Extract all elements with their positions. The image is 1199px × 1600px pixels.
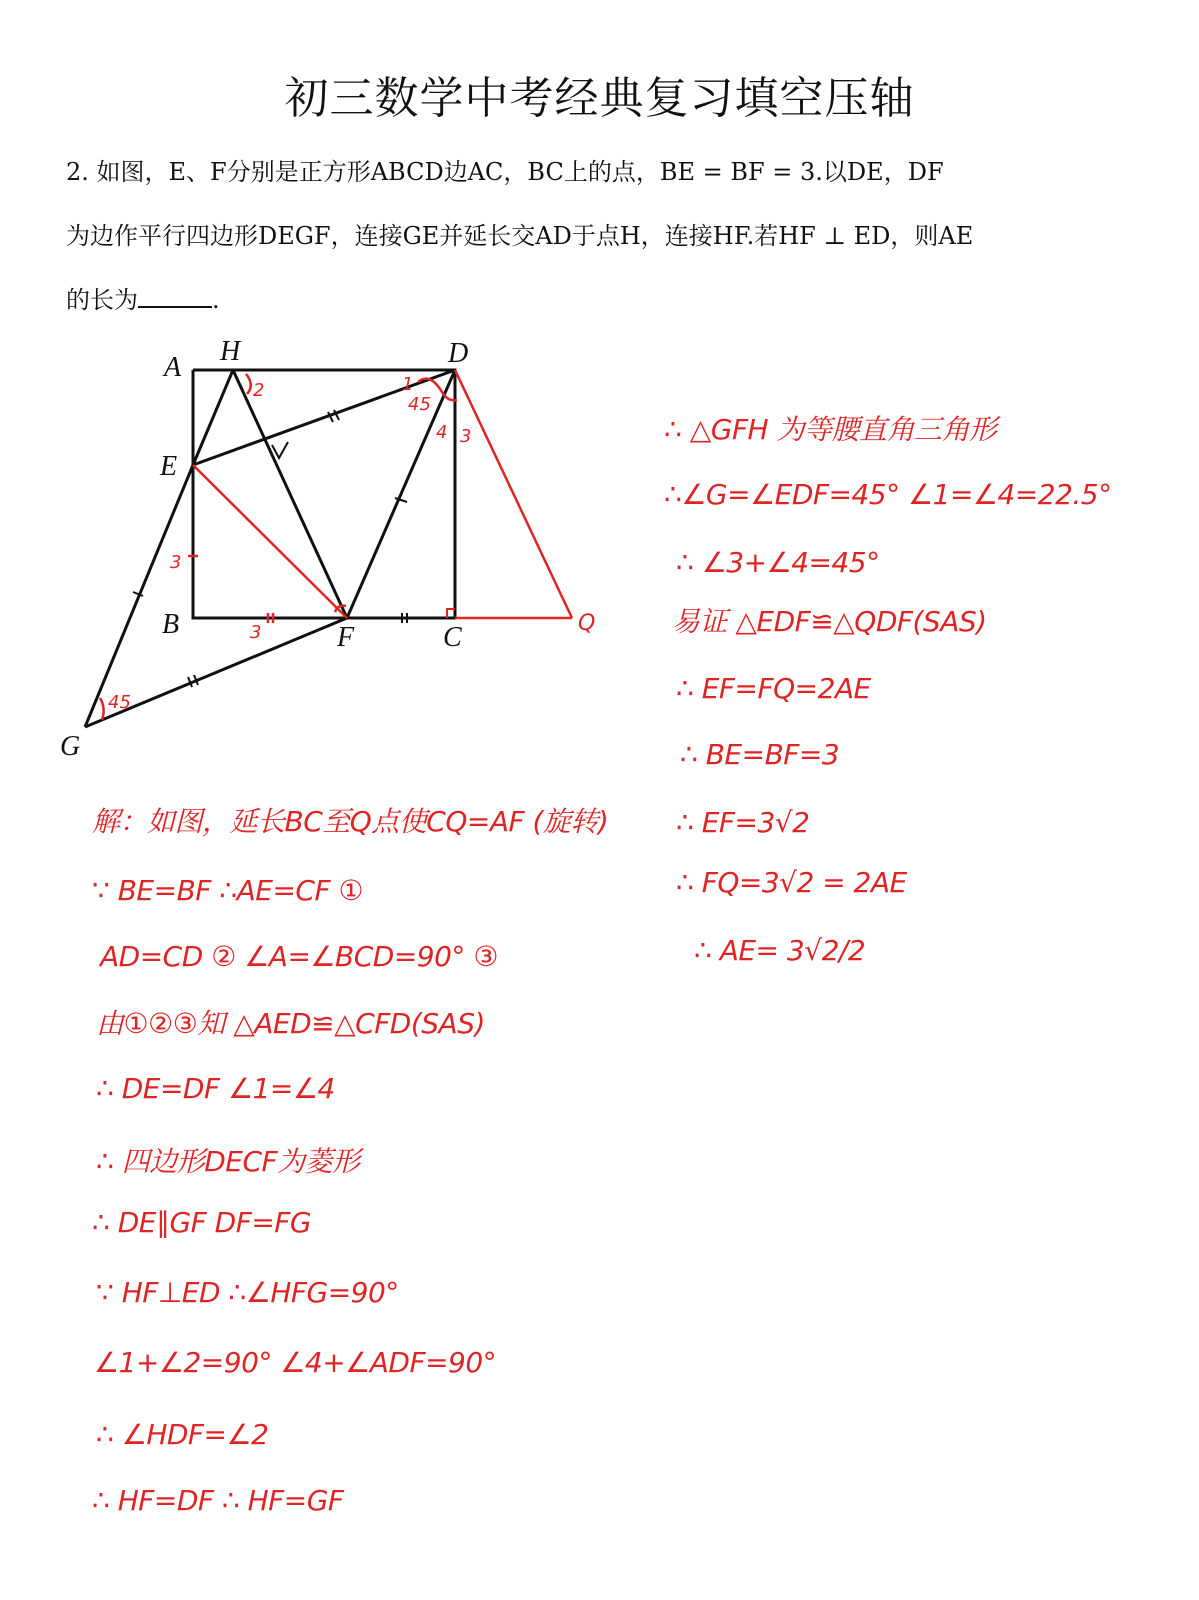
mark-angle-2: 2	[253, 380, 265, 401]
solution-right-line-3: ∴ ∠3+∠4=45°	[676, 546, 880, 579]
mark-angle-g: 45	[108, 692, 131, 713]
solution-right-line-4: 易证 △EDF≌△QDF(SAS)	[672, 605, 987, 638]
solution-left-line-2: ∵ BE=BF ∴AE=CF ①	[92, 874, 364, 907]
point-label-e: E	[160, 451, 178, 482]
solution-left-line-7: ∴ DE∥GF DF=FG	[92, 1206, 312, 1239]
solution-right-line-2: ∴∠G=∠EDF=45° ∠1=∠4=22.5°	[664, 478, 1112, 511]
mark-angle-45: 45	[408, 394, 431, 415]
point-label-a: A	[164, 352, 182, 383]
segment-df	[347, 370, 455, 618]
problem-line-3	[66, 268, 1146, 332]
segment-hf	[233, 370, 347, 618]
answer-blank	[138, 284, 212, 308]
solution-left-line-8: ∵ HF⊥ED ∴∠HFG=90°	[96, 1276, 399, 1309]
point-label-b: B	[162, 609, 180, 640]
segment-dq	[455, 370, 572, 618]
segment-he	[193, 370, 233, 465]
geometry-diagram	[50, 330, 610, 770]
segment-ef	[193, 465, 347, 618]
solution-right-line-1: ∴ △GFH 为等腰直角三角形	[664, 413, 997, 446]
solution-right-line-5: ∴ EF=FQ=2AE	[676, 672, 871, 705]
mark-seg-bf: 3	[250, 622, 262, 643]
point-label-q: Q	[578, 611, 596, 636]
solution-left-line-4: 由①②③知 △AED≌△CFD(SAS)	[96, 1007, 485, 1040]
solution-right-line-8: ∴ FQ=3√2 = 2AE	[676, 866, 907, 899]
point-label-d: D	[448, 338, 469, 369]
solution-right-line-7: ∴ EF=3√2	[676, 806, 810, 839]
page-title: 初三数学中考经典复习填空压轴	[284, 73, 915, 124]
solution-left-line-11: ∴ HF=DF ∴ HF=GF	[92, 1484, 344, 1517]
solution-left-line-1: 解：如图，延长BC至Q点使CQ=AF (旋转)	[92, 805, 609, 838]
point-label-h: H	[220, 336, 241, 367]
mark-angle-1: 1	[402, 374, 414, 395]
problem-line-3-suffix: .	[212, 286, 220, 314]
right-angle-mark-hf-ed	[272, 442, 288, 458]
segment-ed	[193, 370, 455, 465]
black-lines	[85, 370, 455, 727]
solution-left-line-6: ∴ 四边形DECF为菱形	[96, 1145, 360, 1178]
point-label-g: G	[60, 731, 81, 762]
problem-line-1: 2. 如图，E、F分别是正方形ABCD边AC，BC上的点，BE = BF = 3.以DE，DF	[66, 158, 944, 186]
solution-left-line-10: ∴ ∠HDF=∠2	[96, 1418, 269, 1451]
problem-line-2: 为边作平行四边形DEGF，连接GE并延长交AD于点H，连接HF.若HF ⊥ ED，则AE	[66, 222, 974, 250]
solution-left-line-3: AD=CD ② ∠A=∠BCD=90° ③	[100, 940, 498, 973]
angle-arc-g	[100, 698, 104, 720]
point-label-c: C	[443, 622, 462, 653]
problem-text	[66, 140, 1146, 332]
red-lines	[100, 370, 572, 720]
point-label-f: F	[337, 622, 355, 653]
solution-right-line-6: ∴ BE=BF=3	[680, 738, 840, 771]
mark-angle-3: 3	[460, 426, 472, 447]
solution-right-line-9: ∴ AE= 3√2/2	[694, 934, 866, 967]
mark-angle-4: 4	[436, 422, 448, 443]
solution-left-line-9: ∠1+∠2=90° ∠4+∠ADF=90°	[94, 1346, 497, 1379]
angle-arc-h	[246, 374, 251, 394]
mark-seg-be: 3	[170, 552, 182, 573]
problem-line-3-prefix: 的长为	[66, 286, 138, 314]
solution-left-line-5: ∴ DE=DF ∠1=∠4	[96, 1072, 335, 1105]
